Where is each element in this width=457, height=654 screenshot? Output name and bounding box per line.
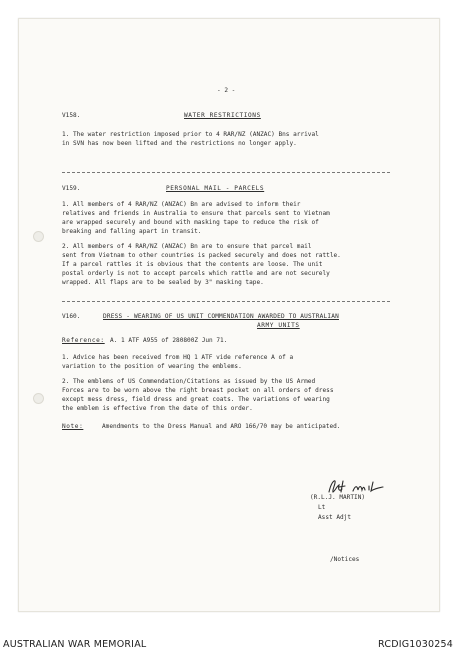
paragraph-line: 2. All members of 4 RAR/NZ (ANZAC) Bn are to ensure that parcel mail	[62, 243, 312, 250]
page-number: - 2 -	[217, 87, 236, 94]
reference-text: A. 1 ATF A955 of 280800Z Jun 71.	[110, 337, 228, 344]
note-label: Note:	[62, 423, 84, 430]
section-heading: ARMY UNITS	[257, 322, 300, 329]
punch-hole	[33, 393, 44, 404]
reference-label: Reference:	[62, 337, 105, 344]
section-divider	[62, 301, 390, 302]
section-heading: WATER RESTRICTIONS	[184, 112, 261, 119]
punch-hole	[33, 231, 44, 242]
paragraph-line: wrapped. All flaps are to be sealed by 3" masking tape.	[62, 279, 264, 286]
footer-institution: AUSTRALIAN WAR MEMORIAL	[3, 639, 147, 650]
continuation-marker: /Notices	[330, 556, 360, 563]
paragraph-line: except mess dress, field dress and great coats. The variations of wearing	[62, 396, 330, 403]
paragraph-line: breaking and falling apart in transit.	[62, 228, 202, 235]
paragraph-line: If a parcel rattles it is obvious that the contents are loose. The unit	[62, 261, 323, 268]
paragraph-line: 1. All members of 4 RAR/NZ (ANZAC) Bn are advised to inform their	[62, 201, 301, 208]
note-text: Amendments to the Dress Manual and ARO 166/70 may be anticipated.	[102, 423, 341, 430]
paragraph-line: sent from Vietnam to other countries is packed securely and does not rattle.	[62, 252, 341, 259]
paragraph-line: are wrapped securely and bound with masking tape to reduce the risk of	[62, 219, 319, 226]
paragraph-line: 1. The water restriction imposed prior to 4 RAR/NZ (ANZAC) Bns arrival	[62, 131, 319, 138]
section-number: V160.	[62, 313, 81, 320]
signatory-rank: Lt	[318, 504, 326, 511]
paragraph-line: the emblem is effective from the date of this order.	[62, 405, 253, 412]
signatory-appointment: Asst Adjt	[318, 514, 352, 521]
paragraph-line: 1. Advice has been received from HQ 1 ATF vide reference A of a	[62, 354, 294, 361]
paragraph-line: in SVN has now been lifted and the restrictions no longer apply.	[62, 140, 297, 147]
paragraph-line: postal orderly is not to accept parcels which rattle and are not securely	[62, 270, 330, 277]
section-heading: DRESS - WEARING OF US UNIT COMMENDATION AWARDED TO AUSTRALIAN	[103, 313, 339, 320]
section-divider	[62, 172, 390, 173]
paragraph-line: 2. The emblems of US Commendation/Citations as issued by the US Armed	[62, 378, 316, 385]
paragraph-line: relatives and friends in Australia to ensure that parcels sent to Vietnam	[62, 210, 330, 217]
section-number: V158.	[62, 112, 81, 119]
footer-record-id: RCDIG1030254	[378, 639, 453, 650]
section-number: V159.	[62, 185, 81, 192]
section-heading: PERSONAL MAIL - PARCELS	[166, 185, 265, 192]
paragraph-line: variation to the position of wearing the emblems.	[62, 363, 242, 370]
paragraph-line: Forces are to be worn above the right breast pocket on all orders of dress	[62, 387, 334, 394]
signatory-name: (R.L.J. MARTIN)	[310, 494, 366, 501]
